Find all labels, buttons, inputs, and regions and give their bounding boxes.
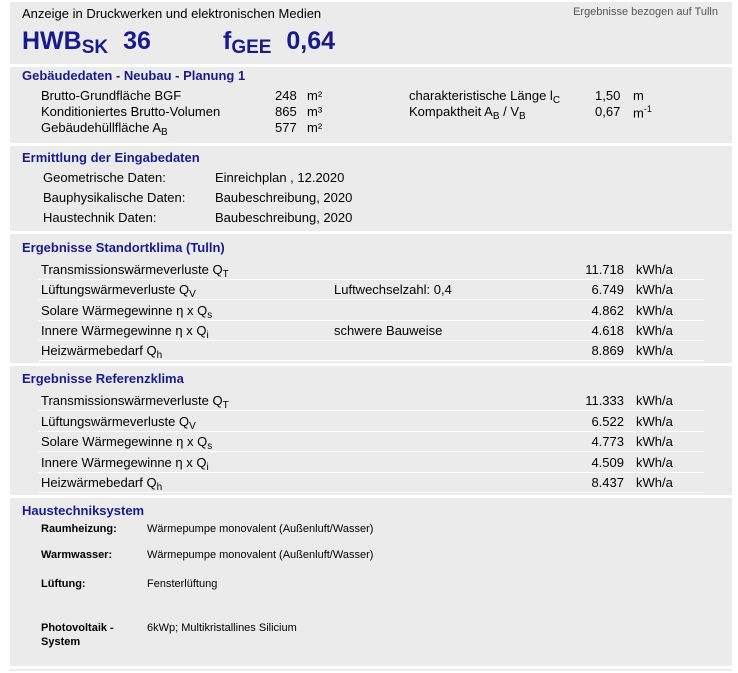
result-value: 6.749 xyxy=(591,282,624,297)
result-label: Heizwärmebedarf $Q_h$ xyxy=(41,343,163,361)
bgf-unit: m² xyxy=(307,88,323,103)
result-label: Lüftungswärmeverluste $Q_V$ xyxy=(41,414,196,432)
warmwasser-value: Wärmepumpe monovalent (Außenluft/Wasser) xyxy=(147,549,374,561)
result-note: Luftwechselzahl: 0,4 xyxy=(334,282,452,297)
result-label: Innere Wärmegewinne η x $Q_i$ xyxy=(41,323,209,341)
result-value: 4.773 xyxy=(591,434,624,449)
divider xyxy=(10,231,732,234)
result-row xyxy=(39,279,704,300)
result-label: Solare Wärmegewinne η x $Q_s$ xyxy=(41,303,213,321)
laenge-value: 1,50 xyxy=(595,88,621,103)
result-row xyxy=(39,300,704,321)
result-unit: kWh/a xyxy=(636,303,673,318)
result-row xyxy=(39,452,704,473)
result-note: schwere Bauweise xyxy=(334,323,443,338)
result-label: Transmissionswärmeverluste $Q_T$ xyxy=(41,262,229,280)
photovoltaik-label: Photovoltaik - xyxy=(41,622,114,634)
result-label: Solare Wärmegewinne η x $Q_s$ xyxy=(41,434,213,452)
result-value: 4.509 xyxy=(591,455,624,470)
section-title-eingabe: Ermittlung der Eingabedaten xyxy=(22,150,200,165)
divider xyxy=(10,143,732,146)
location-note: Ergebnisse bezogen auf Tulln xyxy=(573,6,718,18)
kompaktheit-unit: $m^{-1}$ xyxy=(633,104,652,121)
result-row xyxy=(39,472,704,493)
energy-certificate-panel xyxy=(10,2,732,671)
huellflaeche-value: 577 xyxy=(275,120,297,135)
eingabe-value: Baubeschreibung, 2020 xyxy=(215,190,353,205)
result-unit: kWh/a xyxy=(636,282,673,297)
result-row xyxy=(39,340,704,361)
result-label: Transmissionswärmeverluste $Q_T$ xyxy=(41,393,229,411)
kompaktheit-label: Kompaktheit $A_B / V_B$ xyxy=(409,104,526,122)
result-unit: kWh/a xyxy=(636,455,673,470)
result-label: Lüftungswärmeverluste $Q_V$ xyxy=(41,282,196,300)
bgf-value: 248 xyxy=(275,88,297,103)
photovoltaik-label-line2: System xyxy=(41,636,81,648)
section-title-referenz: Ergebnisse Referenzklima xyxy=(22,371,184,386)
result-value: 8.869 xyxy=(591,343,624,358)
huellflaeche-label: Gebäudehüllfläche $A_B$ xyxy=(41,120,168,138)
result-unit: kWh/a xyxy=(636,262,673,277)
result-unit: kWh/a xyxy=(636,343,673,358)
section-title-gebaeude: Gebäudedaten - Neubau - Planung 1 xyxy=(22,68,246,83)
display-caption: Anzeige in Druckwerken und elektronischen Medien xyxy=(22,6,322,21)
kompaktheit-value: 0,67 xyxy=(595,104,621,119)
fgee-indicator: fGEE 0,64 xyxy=(223,27,336,58)
result-row xyxy=(39,259,704,280)
result-unit: kWh/a xyxy=(636,393,673,408)
raumheizung-label: Raumheizung: xyxy=(41,523,117,535)
result-value: 11.333 xyxy=(585,393,624,408)
volumen-value: 865 xyxy=(275,104,297,119)
divider xyxy=(10,363,732,366)
result-row xyxy=(39,411,704,432)
eingabe-label: Bauphysikalische Daten: xyxy=(43,190,186,205)
raumheizung-value: Wärmepumpe monovalent (Außenluft/Wasser) xyxy=(147,523,374,535)
eingabe-value: Einreichplan , 12.2020 xyxy=(215,170,345,185)
huellflaeche-unit: m² xyxy=(307,120,323,135)
divider xyxy=(10,495,732,498)
bgf-label: Brutto-Grundfläche BGF xyxy=(41,88,182,103)
result-row xyxy=(39,431,704,452)
result-unit: kWh/a xyxy=(636,434,673,449)
result-row xyxy=(39,390,704,411)
result-unit: kWh/a xyxy=(636,414,673,429)
fgee-value: 0,64 xyxy=(286,27,336,55)
laenge-unit: m xyxy=(633,88,644,103)
section-title-haustechnik: Haustechniksystem xyxy=(22,503,145,518)
lueftung-value: Fensterlüftung xyxy=(147,578,218,590)
result-value: 11.718 xyxy=(585,262,624,277)
photovoltaik-value: 6kWp; Multikristallines Silicium xyxy=(147,622,297,634)
result-label: Innere Wärmegewinne η x $Q_i$ xyxy=(41,455,209,473)
divider xyxy=(10,64,732,67)
result-value: 8.437 xyxy=(591,475,624,490)
laenge-label: charakteristische Länge $l_C$ xyxy=(409,88,561,106)
eingabe-label: Haustechnik Daten: xyxy=(43,210,157,225)
result-unit: kWh/a xyxy=(636,323,673,338)
section-title-standort: Ergebnisse Standortklima (Tulln) xyxy=(22,240,225,255)
hwb-value: 36 xyxy=(123,27,151,55)
result-value: 4.862 xyxy=(591,303,624,318)
eingabe-value: Baubeschreibung, 2020 xyxy=(215,210,353,225)
lueftung-label: Lüftung: xyxy=(41,578,86,590)
eingabe-label: Geometrische Daten: xyxy=(43,170,166,185)
warmwasser-label: Warmwasser: xyxy=(41,549,113,561)
result-label: Heizwärmebedarf $Q_h$ xyxy=(41,475,163,493)
volumen-label: Konditioniertes Brutto-Volumen xyxy=(41,104,221,119)
result-row xyxy=(39,320,704,341)
result-unit: kWh/a xyxy=(636,475,673,490)
hwb-indicator: HWBSK 36 xyxy=(22,27,151,58)
volumen-unit: m³ xyxy=(307,104,323,119)
result-value: 4.618 xyxy=(591,323,624,338)
result-value: 6.522 xyxy=(591,414,624,429)
divider xyxy=(10,666,732,669)
